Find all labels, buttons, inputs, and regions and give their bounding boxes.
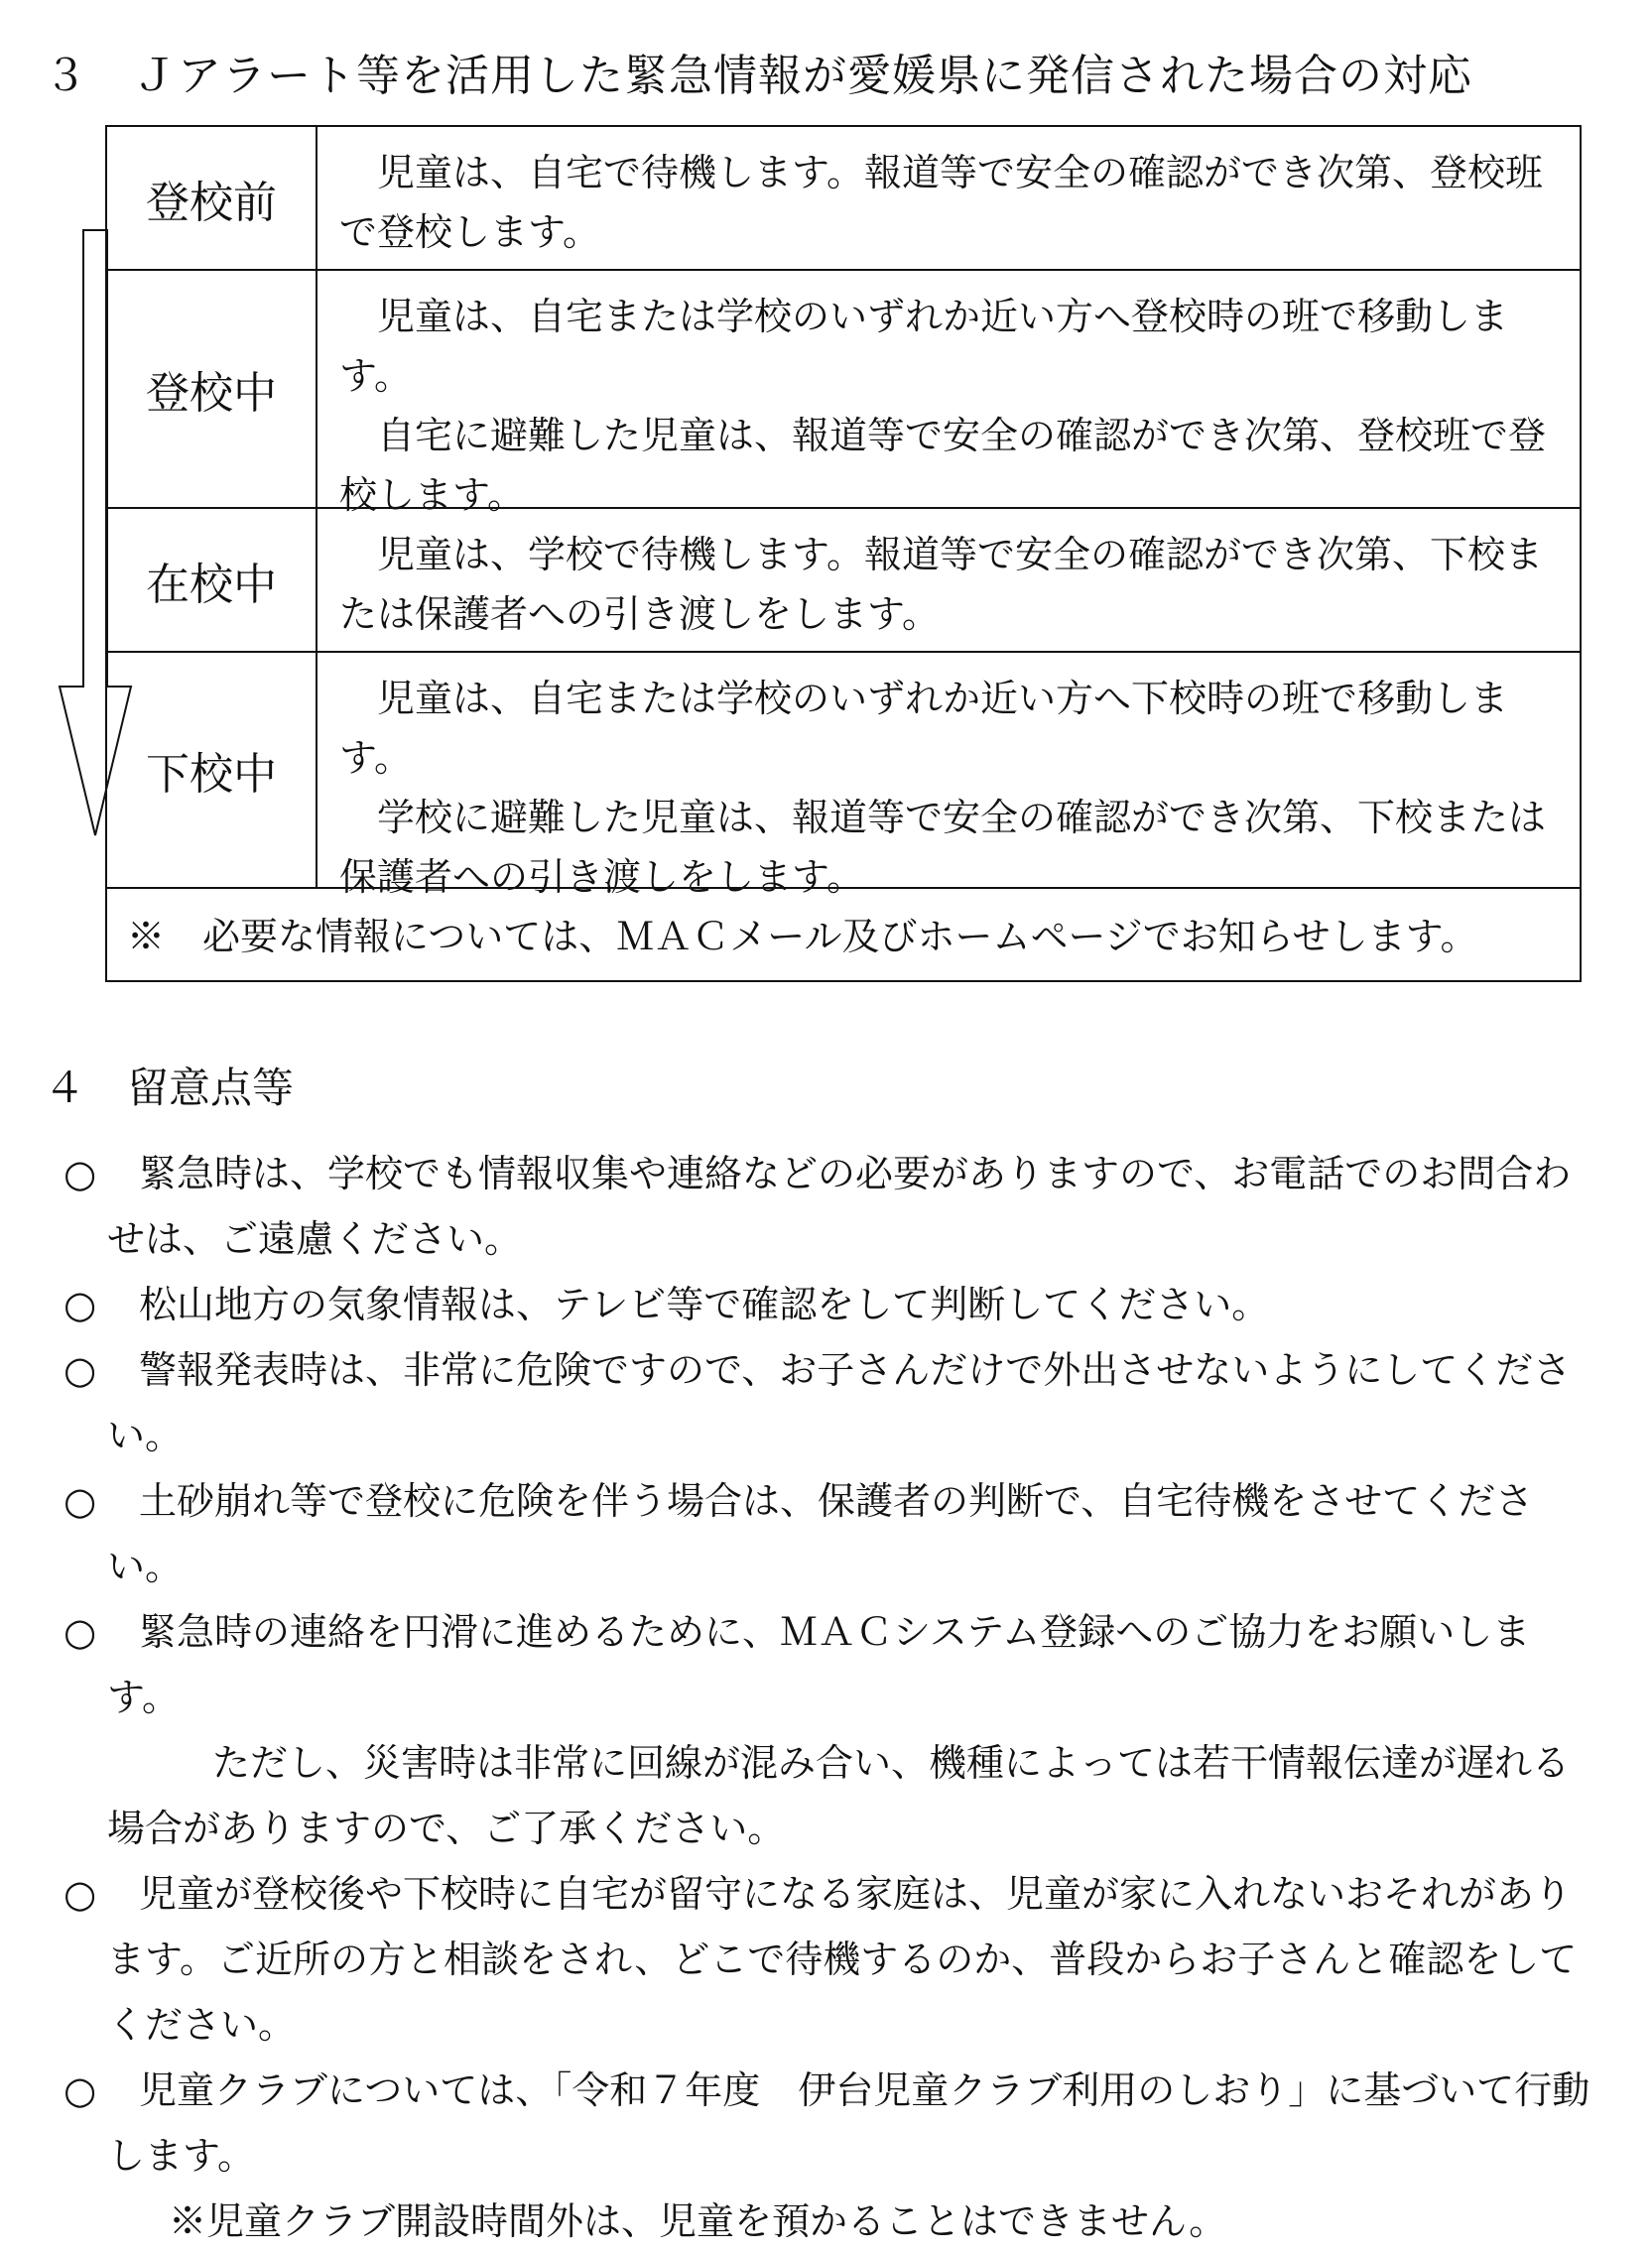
circle-bullet-icon: ○ xyxy=(64,1348,97,1392)
list-item xyxy=(64,1468,1591,1599)
row-text xyxy=(339,287,1566,525)
list-item-text: 土砂崩れ等で登校に危険を伴う場合は、保護者の判断で、自宅待機をさせてください。 xyxy=(107,1479,1534,1588)
table-row-at-school xyxy=(107,509,1580,653)
row-paragraph: 児童は、自宅で待機します。報道等で安全の確認ができ次第、登校班で登校します。 xyxy=(339,151,1543,254)
notes-list xyxy=(64,1141,1591,2254)
circle-bullet-icon: ○ xyxy=(64,1610,97,1654)
table-row-commuting-to-school xyxy=(107,271,1580,517)
circle-bullet-icon: ○ xyxy=(64,2068,97,2112)
list-item xyxy=(64,2058,1591,2254)
table-note xyxy=(107,885,1580,980)
row-label: 登校前 xyxy=(107,127,318,269)
table-row-going-home xyxy=(107,653,1580,899)
circle-bullet-icon: ○ xyxy=(64,1283,97,1326)
list-item xyxy=(64,1337,1591,1468)
row-text xyxy=(339,669,1566,907)
list-item-subtext: ただし、災害時は非常に回線が混み合い、機種によっては若干情報伝達が遅れる場合がありますので、ご了承ください。 xyxy=(107,1741,1571,1850)
list-item-subtext: ※児童クラブ開設時間外は、児童を預かることはできません。 xyxy=(169,2199,1227,2243)
row-paragraph: 児童は、自宅または学校のいずれか近い方へ下校時の班で移動します。 xyxy=(339,677,1509,780)
list-item xyxy=(64,1141,1591,1272)
circle-bullet-icon: ○ xyxy=(64,1152,97,1195)
circle-bullet-icon: ○ xyxy=(64,1872,97,1916)
row-label: 在校中 xyxy=(107,509,318,651)
list-item xyxy=(64,1861,1591,2058)
list-item-text: 松山地方の気象情報は、テレビ等で確認をして判断してください。 xyxy=(139,1283,1270,1326)
list-item-text: 緊急時は、学校でも情報収集や連絡などの必要がありますので、お電話でのお問合わせは、ご遠慮ください。 xyxy=(107,1152,1572,1261)
section4-heading: ４ 留意点等 xyxy=(44,1064,295,1112)
list-item-text: 児童が登校後や下校時に自宅が留守になる家庭は、児童が家に入れないおそれがあります。ご近所の方と相談をされ、どこで待機するのか、普段からお子さんと確認をしてください。 xyxy=(107,1872,1578,2047)
section3-heading: ３ Ｊアラート等を活用した緊急情報が愛媛県に発信された場合の対応 xyxy=(44,51,1472,101)
list-item-text: 警報発表時は、非常に危険ですので、お子さんだけで外出させないようにしてください。 xyxy=(107,1348,1572,1457)
row-paragraph: 自宅に避難した児童は、報道等で安全の確認ができ次第、登校班で登校します。 xyxy=(339,414,1547,517)
row-paragraph: 児童は、自宅または学校のいずれか近い方へ登校時の班で移動します。 xyxy=(339,295,1509,398)
note-text: ※ 必要な情報については、ＭＡＣメール及びホームページでお知らせします。 xyxy=(127,914,1478,958)
response-table xyxy=(105,125,1582,982)
row-paragraph: 学校に避難した児童は、報道等で安全の確認ができ次第、下校または保護者への引き渡しをします。 xyxy=(339,796,1547,899)
row-paragraph: 児童は、学校で待機します。報道等で安全の確認ができ次第、下校または保護者への引き渡しをします。 xyxy=(339,533,1543,636)
row-label: 登校中 xyxy=(107,271,318,507)
row-text xyxy=(339,525,1566,644)
list-item xyxy=(64,1272,1591,1337)
list-item-text: 緊急時の連絡を円滑に進めるために、ＭＡＣシステム登録へのご協力をお願いします。 xyxy=(107,1610,1531,1719)
list-item-text: 児童クラブについては、「令和７年度 伊台児童クラブ利用のしおり」に基づいて行動します。 xyxy=(107,2068,1590,2178)
list-item xyxy=(64,1599,1591,1861)
table-row-before-school xyxy=(107,127,1580,271)
circle-bullet-icon: ○ xyxy=(64,1479,97,1523)
row-label: 下校中 xyxy=(107,653,318,887)
row-text xyxy=(339,143,1566,262)
